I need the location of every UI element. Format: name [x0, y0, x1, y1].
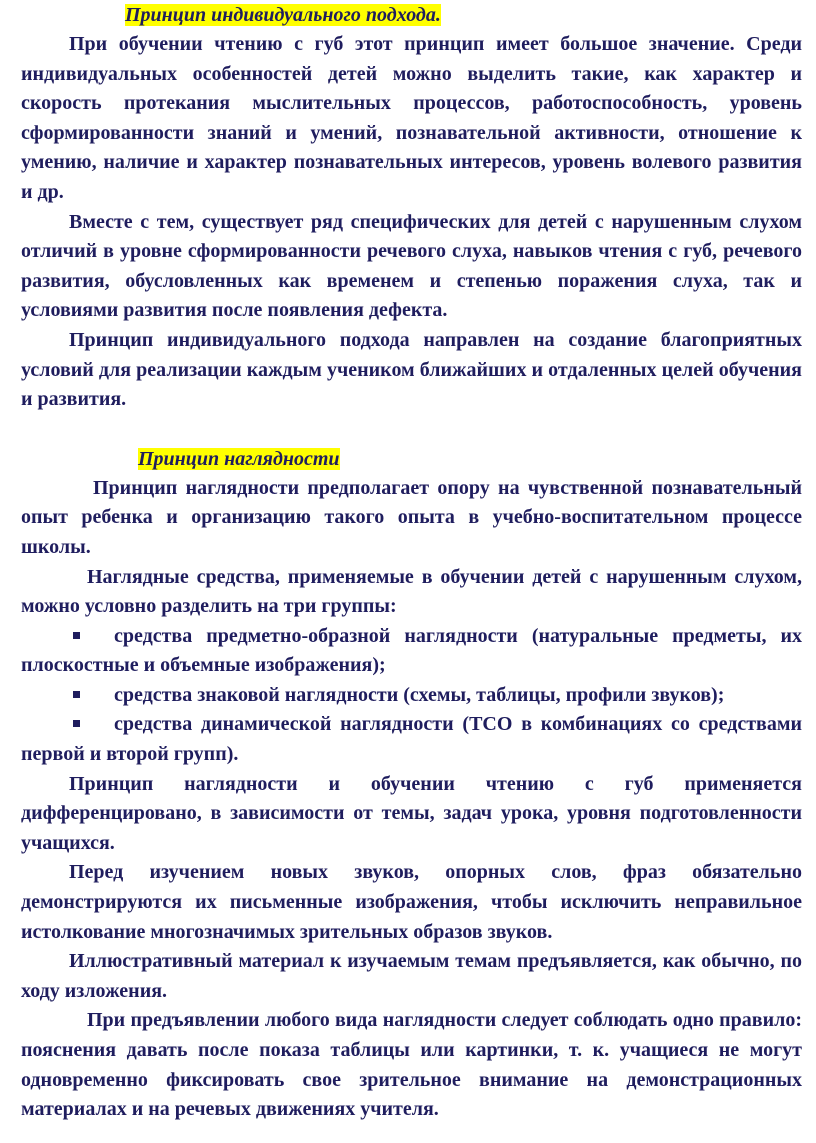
section-heading-visualization — [21, 444, 802, 474]
paragraph: Принцип наглядности предполагает опору на чувственной познавательный опыт ребенка и организацию такого опыта в учебно-воспитательном процессе школы. — [21, 476, 802, 558]
bullet-square-icon — [73, 720, 80, 727]
bullet-item — [21, 681, 802, 711]
bullet-item — [21, 710, 802, 769]
paragraph: Принцип наглядности и обучении чтению с губ применяется дифференцировано, в зависимости от темы, задач урока, уровня подготовленности учащихся. — [21, 772, 802, 854]
bullet-item — [21, 622, 802, 681]
paragraph: Наглядные средства, применяемые в обучении детей с нарушенным слухом, можно условно разделить на три группы: — [21, 565, 802, 618]
bullet-square-icon — [73, 691, 80, 698]
paragraph: При предъявлении любого вида наглядности следует соблюдать одно правило: пояснения давать после показа таблицы или картинки, т. к. учащиеся не могут одновременно фиксировать свое зрительное внимание на демонстрационных материалах и на речевых движениях учителя. — [21, 1009, 802, 1121]
paragraph: Иллюстративный материал к изучаемым темам предъявляется, как обычно, по ходу изложения. — [21, 950, 802, 1002]
bullet-text: средства знаковой наглядности (схемы, таблицы, профили звуков); — [114, 683, 725, 706]
heading-text: Принцип индивидуального подхода. — [125, 4, 441, 26]
paragraph: Принцип индивидуального подхода направлен на создание благоприятных условий для реализации каждым учеником ближайших и отдаленных целей обучения и развития. — [21, 328, 802, 411]
section-heading-individual-approach — [21, 0, 802, 30]
heading-text: Принцип наглядности — [138, 447, 340, 470]
bullet-square-icon — [73, 632, 80, 639]
bullet-text: средства динамической наглядности (ТСО в комбинациях со средствами первой и второй групп). — [21, 713, 802, 766]
paragraph: Вместе с тем, существует ряд специфических для детей с нарушенным слухом отличий в уровне сформированности речевого слуха, навыков чтения с губ, речевого развития, обусловленных как временем и степенью поражения слуха, так и условиями развития после появления дефекта. — [21, 210, 802, 322]
paragraph: При обучении чтению с губ этот принцип имеет большое значение. Среди индивидуальных особенностей детей можно выделить такие, как характер и скорость протекания мыслительных процессов, работоспособность, уровень сформированности знаний и умений, познавательной активности, отношение к умению, наличие и характер познавательных интересов, уровень волевого развития и др. — [21, 33, 802, 203]
paragraph: Перед изучением новых звуков, опорных слов, фраз обязательно демонстрируются их письменные изображения, чтобы исключить неправильное истолкование многозначимых зрительных образов звуков. — [21, 861, 802, 943]
bullet-text: средства предметно-образной наглядности (натуральные предметы, их плоскостные и объемные изображения); — [21, 624, 802, 677]
